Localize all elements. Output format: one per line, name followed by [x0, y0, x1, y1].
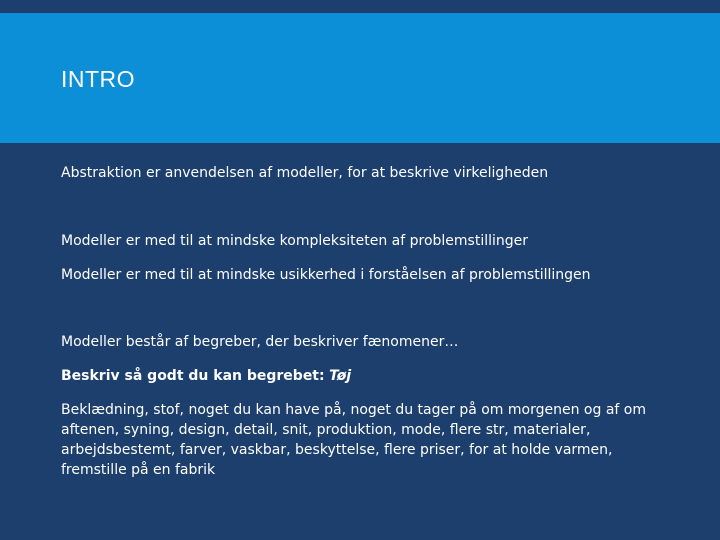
prompt-term: Tøj: [329, 368, 352, 384]
prompt-line: [61, 366, 671, 386]
answer-paragraph: Beklædning, stof, noget du kan have på, noget du tager på om morgenen og af om aftenen, syning, design, detail, snit, produktion, mode, flere str, materialer, arbejdsbestemt, farver, vaskbar, beskyttelse, flere priser, for at holde varmen, fremstille på en fabrik: [61, 402, 646, 478]
paragraph-concepts: Modeller består af begreber, der beskriver fænomener…: [61, 334, 459, 350]
top-strip: [0, 0, 720, 13]
paragraph-abstraction: Abstraktion er anvendelsen af modeller, for at beskrive virkeligheden: [61, 165, 549, 181]
paragraph-uncertainty: Modeller er med til at mindske usikkerhed i forståelsen af problemstillingen: [61, 267, 591, 283]
prompt-label: Beskriv så godt du kan begrebet:: [61, 368, 325, 384]
paragraph-complexity: Modeller er med til at mindske kompleksiteten af problemstillinger: [61, 233, 529, 249]
slide-title: INTRO: [61, 66, 136, 92]
